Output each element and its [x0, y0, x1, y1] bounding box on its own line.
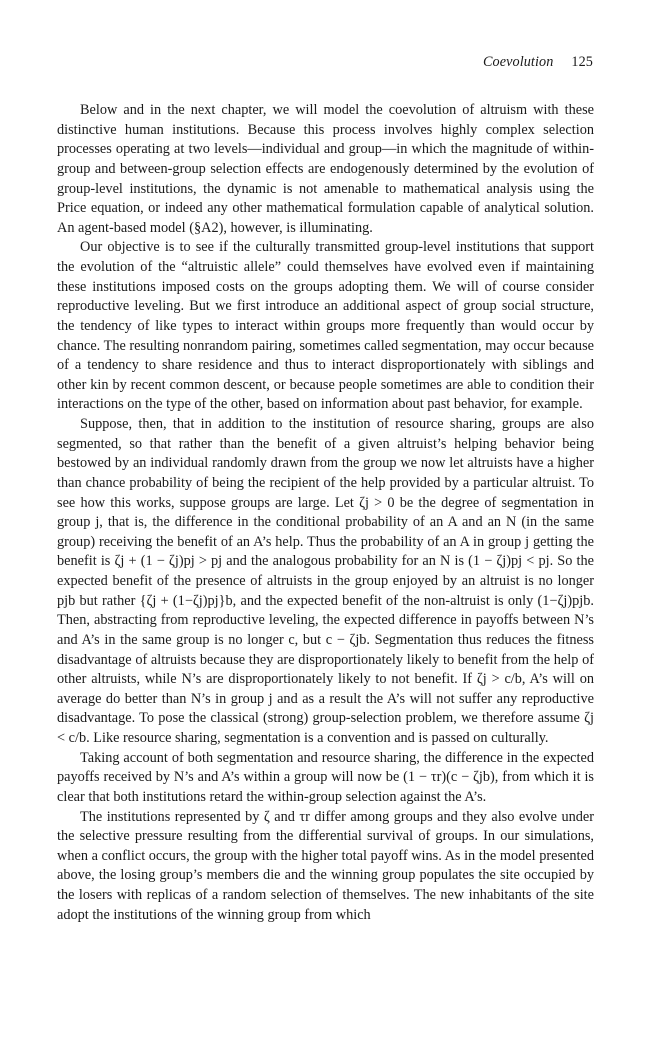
paragraph: The institutions represented by ζ and τr differ among groups and they also evolve under the selective pressure resulting from the differential survival of groups. In our simulations, when a conflict occurs, the group with the higher total payoff wins. As in the model presented above, the losing group’s members die and the winning group populates the site occupied by the losers with replicas of a random selection of themselves. The new inhabitants of the site adopt the institutions of the winning group from which [57, 808, 594, 923]
paragraph: Below and in the next chapter, we will model the coevolution of altruism with these distinctive human institutions. Because this process involves highly complex selection processes operating at two levels—individual and group—in which the magnitude of within-group and between-group selection effects are endogenously determined by the evolution of group-level institutions, the dynamic is not amenable to mathematical analysis using the Price equation, or indeed any other mathematical formulation capable of analytical solution. An agent-based model (§A2), however, is illuminating. [57, 102, 594, 236]
body-text [57, 101, 594, 925]
running-head [483, 54, 593, 71]
paragraph: Suppose, then, that in addition to the institution of resource sharing, groups are also segmented, so that rather than the benefit of a given altruist’s helping behavior being bestowed by an individual randomly drawn from the group we now let altruists have a higher than chance probability of being the recipient of the help provided by a particular altruist. To see how this works, suppose groups are large. Let ζj > 0 be the degree of segmentation in group j, that is, the difference in the conditional probability of an A and an N (in the same group) receiving the benefit of an A’s help. Thus the probability of an A in group j getting the benefit is ζj + (1 − ζj)pj > pj and the analogous probability for an N is (1 − ζj)pj < pj. So the expected benefit of the presence of altruists in the group enjoyed by an altruist is no longer pjb but rather {ζj + (1−ζj)pj}b, and the expected benefit of the non-altruist is only (1−ζj)pjb. Then, abstracting from reproductive leveling, the expected difference in payoffs between N’s and A’s in the same group is no longer c, but c − ζjb. Segmentation thus reduces the fitness disadvantage of altruists because they are disproportionately likely to benefit from the help of other altruists, while N’s are disproportionately likely to not benefit. If ζj > c/b, A’s will on average do better than N’s in group j and as a result the A’s will not suffer any reproductive disadvantage. To pose the classical (strong) group-selection problem, we therefore assume ζj < c/b. Like resource sharing, segmentation is a convention and is passed on culturally. [57, 416, 594, 746]
running-title: Coevolution [482, 54, 554, 70]
page-number: 125 [571, 54, 593, 70]
paragraph: Our objective is to see if the culturally transmitted group-level institutions that support the evolution of the “altruistic allele” could themselves have evolved even if maintaining these institutions imposed costs on the groups adopting them. We will of course consider reproductive leveling. But we first introduce an additional aspect of group social structure, the tendency of like types to interact within groups more frequently than would occur by chance. The resulting nonrandom pairing, sometimes called segmentation, may occur because of a tendency to share residence and thus to interact disproportionately with siblings and other kin by recent common descent, or because people sometimes are able to condition their interactions on the type of the other, based on information about past behavior, for example. [57, 239, 594, 413]
paragraph: Taking account of both segmentation and resource sharing, the difference in the expected payoffs received by N’s and A’s within a group will now be (1 − τr)(c − ζjb), from which it is clear that both institutions retard the within-group selection against the A’s. [57, 749, 594, 805]
